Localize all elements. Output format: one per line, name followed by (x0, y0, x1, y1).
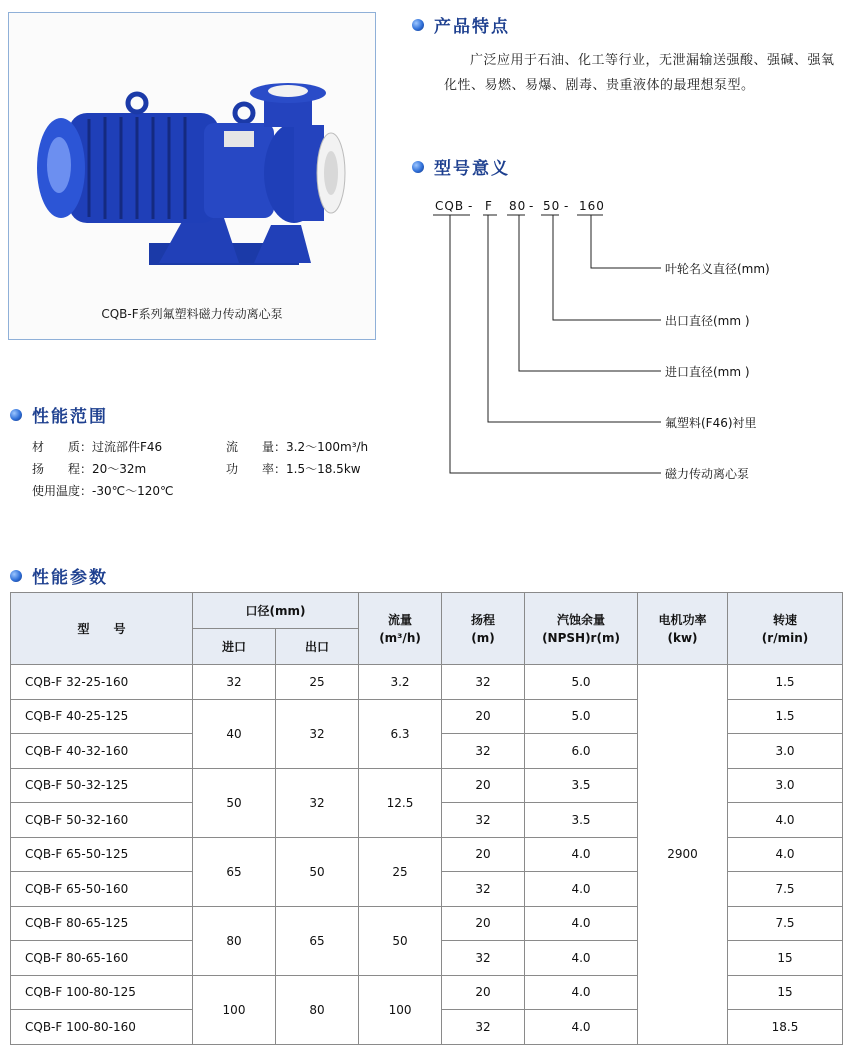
outlet-cell: 65 (276, 906, 359, 975)
features-heading (412, 12, 510, 37)
code-part-dash: - (468, 199, 474, 213)
features-title: 产品特点 (434, 17, 510, 37)
label-magnetic-pump: 磁力传动离心泵 (665, 467, 750, 481)
label-f46-lining: 氟塑料(F46)衬里 (665, 416, 757, 430)
model-meaning-title: 型号意义 (434, 159, 510, 179)
flow-cell: 100 (359, 975, 442, 1044)
bullet-icon (10, 570, 22, 582)
label-impeller-diameter: 叶轮名义直径(mm) (665, 262, 770, 276)
model-cell: CQB-F 40-32-160 (11, 734, 193, 769)
range-head: 扬 程：20～32m (32, 462, 147, 476)
model-cell: CQB-F 65-50-125 (11, 837, 193, 872)
speed-cell: 1.5 (728, 699, 843, 734)
inlet-cell: 32 (193, 665, 276, 700)
speed-cell: 7.5 (728, 906, 843, 941)
outlet-cell: 32 (276, 699, 359, 768)
header-diameter: 口径(mm) (193, 593, 359, 629)
code-part-f: F (485, 199, 493, 213)
outlet-cell: 80 (276, 975, 359, 1044)
power-cell: 2900 (638, 665, 728, 1045)
code-part-dash: - (564, 199, 570, 213)
model-cell: CQB-F 65-50-160 (11, 872, 193, 907)
npsh-cell: 5.0 (525, 699, 638, 734)
params-table (10, 592, 843, 1045)
flow-cell: 6.3 (359, 699, 442, 768)
inlet-cell: 100 (193, 975, 276, 1044)
speed-cell: 18.5 (728, 1010, 843, 1045)
product-photo-frame (8, 12, 376, 340)
model-cell: CQB-F 100-80-125 (11, 975, 193, 1010)
head-cell: 32 (442, 872, 525, 907)
performance-range-heading (10, 402, 108, 427)
header-npsh: 汽蚀余量 (NPSH)r(m) (525, 593, 638, 665)
head-cell: 32 (442, 803, 525, 838)
bullet-icon (10, 409, 22, 421)
speed-cell: 7.5 (728, 872, 843, 907)
code-part-inlet: 80 (509, 199, 527, 213)
inlet-cell: 80 (193, 906, 276, 975)
head-cell: 20 (442, 906, 525, 941)
inlet-cell: 40 (193, 699, 276, 768)
npsh-cell: 4.0 (525, 975, 638, 1010)
npsh-cell: 3.5 (525, 803, 638, 838)
speed-cell: 4.0 (728, 803, 843, 838)
header-inlet: 进口 (193, 629, 276, 665)
outlet-cell: 25 (276, 665, 359, 700)
model-cell: CQB-F 50-32-160 (11, 803, 193, 838)
flow-cell: 12.5 (359, 768, 442, 837)
pump-illustration (9, 13, 375, 303)
npsh-cell: 4.0 (525, 906, 638, 941)
params-heading (10, 563, 108, 588)
model-cell: CQB-F 100-80-160 (11, 1010, 193, 1045)
head-cell: 20 (442, 975, 525, 1010)
npsh-cell: 5.0 (525, 665, 638, 700)
code-part-impeller: 160 (579, 199, 605, 213)
speed-cell: 15 (728, 941, 843, 976)
npsh-cell: 4.0 (525, 941, 638, 976)
outlet-cell: 32 (276, 768, 359, 837)
photo-caption: CQB-F系列氟塑料磁力传动离心泵 (101, 307, 283, 321)
npsh-cell: 3.5 (525, 768, 638, 803)
inlet-cell: 50 (193, 768, 276, 837)
outlet-cell: 50 (276, 837, 359, 906)
code-part-cqb: CQB (435, 199, 465, 213)
model-cell: CQB-F 80-65-160 (11, 941, 193, 976)
model-cell: CQB-F 40-25-125 (11, 699, 193, 734)
code-part-outlet: 50 (543, 199, 561, 213)
header-power: 电机功率 (kw) (638, 593, 728, 665)
flow-cell: 50 (359, 906, 442, 975)
code-part-dash: - (529, 199, 535, 213)
head-cell: 20 (442, 837, 525, 872)
model-cell: CQB-F 50-32-125 (11, 768, 193, 803)
speed-cell: 1.5 (728, 665, 843, 700)
label-inlet-diameter: 进口直径(mm ) (665, 365, 750, 379)
model-code-diagram (425, 196, 845, 496)
head-cell: 32 (442, 734, 525, 769)
header-speed: 转速 (r/min) (728, 593, 843, 665)
label-outlet-diameter: 出口直径(mm ) (665, 314, 750, 328)
bullet-icon (412, 19, 424, 31)
speed-cell: 3.0 (728, 734, 843, 769)
table-row (11, 665, 843, 700)
npsh-cell: 6.0 (525, 734, 638, 769)
flow-cell: 25 (359, 837, 442, 906)
flow-cell: 3.2 (359, 665, 442, 700)
head-cell: 32 (442, 665, 525, 700)
model-meaning-heading (412, 154, 510, 179)
params-title: 性能参数 (32, 568, 108, 588)
header-flow: 流量 (m³/h) (359, 593, 442, 665)
npsh-cell: 4.0 (525, 837, 638, 872)
range-material: 材 质：过流部件F46 (32, 440, 163, 454)
range-temperature: 使用温度：-30℃～120℃ (32, 484, 174, 498)
model-cell: CQB-F 80-65-125 (11, 906, 193, 941)
bullet-icon (412, 161, 424, 173)
speed-cell: 15 (728, 975, 843, 1010)
model-cell: CQB-F 32-25-160 (11, 665, 193, 700)
header-outlet: 出口 (276, 629, 359, 665)
head-cell: 32 (442, 941, 525, 976)
range-power: 功 率：1.5～18.5kw (226, 462, 361, 476)
npsh-cell: 4.0 (525, 1010, 638, 1045)
speed-cell: 3.0 (728, 768, 843, 803)
npsh-cell: 4.0 (525, 872, 638, 907)
header-head: 扬程 (m) (442, 593, 525, 665)
range-flow: 流 量：3.2～100m³/h (226, 440, 369, 454)
features-text: 广泛应用于石油、化工等行业，无泄漏输送强酸、强碱、强氧化性、易燃、易爆、剧毒、贵重液体的最理想泵型。 (444, 53, 835, 93)
speed-cell: 4.0 (728, 837, 843, 872)
header-model: 型 号 (11, 593, 193, 665)
inlet-cell: 65 (193, 837, 276, 906)
head-cell: 32 (442, 1010, 525, 1045)
performance-range-title: 性能范围 (32, 407, 108, 427)
head-cell: 20 (442, 768, 525, 803)
leader-lines (425, 196, 845, 496)
head-cell: 20 (442, 699, 525, 734)
